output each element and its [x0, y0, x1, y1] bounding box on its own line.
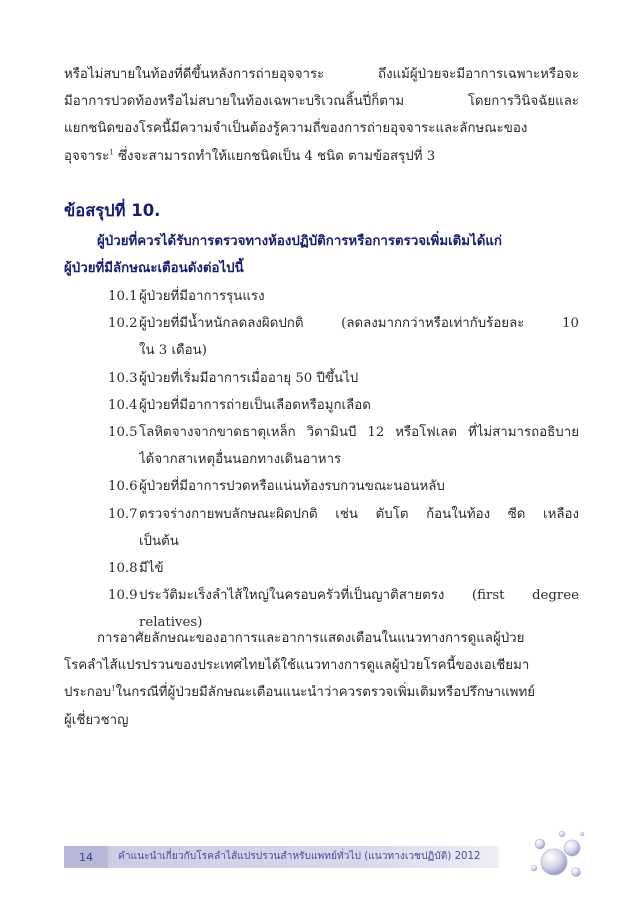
item-line: ตรวจร่างกายพบลักษณะผิดปกติ เช่น ตับโต ก้อนในท้อง ซีด เหลือง	[139, 506, 579, 522]
section-heading: ข้อสรุปที่ 10.	[64, 201, 161, 220]
list-item	[108, 419, 579, 473]
paragraph-text: ซึ่งจะสามารถทำให้แยกชนิดเป็น 4 ชนิด ตามข้อสรุปที่ 3	[113, 148, 436, 164]
item-number: 10.2	[108, 316, 138, 332]
item-text	[139, 283, 579, 310]
paragraph-line: หรือไม่สบายในท้องที่ดีขึ้นหลังการถ่ายอุจจาระ ถึงแม้ผู้ป่วยจะมีอาการเฉพาะหรือจะ	[64, 67, 579, 82]
intro-line: ผู้ป่วยที่ควรได้รับการตรวจทางห้องปฏิบัติการหรือการตรวจเพิ่มเติมได้แก่	[97, 234, 502, 249]
item-number: 10.3	[108, 370, 138, 386]
item-text	[139, 473, 579, 500]
paragraph-text: ประกอบ	[64, 685, 112, 701]
item-line: ประวัติมะเร็งลำไส้ใหญ่ในครอบครัวที่เป็นญาติสายตรง (first degree	[139, 588, 579, 604]
paragraph-line	[64, 679, 579, 706]
item-line: ใน 3 เดือน)	[139, 343, 207, 359]
item-number: 10.1	[108, 289, 138, 304]
intro-paragraph	[64, 61, 579, 170]
item-line: โลหิตจางจากขาดธาตุเหล็ก วิตามินบี 12 หรือโฟเลต ที่ไม่สามารถอธิบาย	[139, 425, 579, 441]
intro-line: ผู้ป่วยที่มีลักษณะเตือนดังต่อไปนี้	[64, 261, 244, 276]
item-number: 10.5	[108, 425, 138, 441]
warning-signs-list	[108, 283, 579, 637]
item-number: 10.6	[108, 479, 138, 495]
item-text	[139, 419, 579, 473]
item-number: 10.9	[108, 588, 138, 604]
item-line: ผู้ป่วยที่มีน้ำหนักลดลงผิดปกติ (ลดลงมากกว่าหรือเท่ากับร้อยละ 10	[139, 316, 579, 332]
paragraph-line: แยกชนิดของโรคนี้มีความจำเป็นต้องรู้ความถี่ของการถ่ายอุจจาระและลักษณะของ	[64, 121, 528, 137]
item-number: 10.4	[108, 397, 138, 413]
list-item	[108, 310, 579, 364]
item-text	[139, 555, 579, 582]
list-item	[108, 365, 579, 392]
closing-paragraph	[64, 625, 579, 734]
item-text	[139, 365, 579, 392]
paragraph-line	[64, 143, 579, 170]
paragraph-line: การอาศัยลักษณะของอาการและอาการแสดงเตือนในแนวทางการดูแลผู้ป่วย	[97, 631, 525, 646]
footer-title: คำแนะนำเกี่ยวกับโรคลำไส้แปรปรวนสำหรับแพทย์ทั่วไป (แนวทางเวชปฏิบัติ) 2012	[118, 851, 481, 862]
list-item	[108, 501, 579, 555]
item-text	[139, 310, 579, 364]
item-line: เป็นต้น	[139, 533, 179, 549]
paragraph-text: อุจจาระ	[64, 148, 110, 164]
recommendation-intro	[64, 228, 579, 282]
paragraph-text: ในกรณีที่ผู้ป่วยมีลักษณะเตือนแนะนำว่าควรตรวจเพิ่มเติมหรือปรึกษาแพทย์	[115, 685, 535, 701]
item-line: ผู้ป่วยที่เริ่มมีอาการเมื่ออายุ 50 ปีขึ้นไป	[139, 370, 359, 386]
page-number: 14	[64, 846, 108, 868]
citation-ref: 1	[109, 148, 114, 157]
item-text	[139, 501, 579, 555]
paragraph-line: ผู้เชี่ยวชาญ	[64, 712, 129, 728]
page-footer	[64, 846, 499, 868]
list-item	[108, 392, 579, 419]
item-number: 10.8	[108, 561, 138, 577]
item-line: ผู้ป่วยที่มีอาการปวดหรือแน่นท้องรบกวนขณะนอนหลับ	[139, 479, 445, 495]
list-item	[108, 473, 579, 500]
list-item	[108, 555, 579, 582]
item-text	[139, 392, 579, 419]
item-line: มีไข้	[139, 561, 164, 577]
list-item	[108, 283, 579, 310]
citation-ref: 1	[111, 684, 116, 693]
item-line: ผู้ป่วยที่มีอาการรุนแรง	[139, 289, 265, 304]
item-line: relatives)	[139, 615, 203, 631]
paragraph-line: มีอาการปวดท้องหรือไม่สบายในท้องเฉพาะบริเวณลิ้นปี่ก็ตาม โดยการวินิจฉัยและ	[64, 94, 579, 110]
item-line: ผู้ป่วยที่มีอาการถ่ายเป็นเลือดหรือมูกเลือด	[139, 397, 371, 413]
item-number: 10.7	[108, 506, 138, 522]
bubbles-decoration-icon	[520, 822, 590, 892]
paragraph-line: โรคลำไส้แปรปรวนของประเทศไทยได้ใช้แนวทางการดูแลผู้ป่วยโรคนี้ของเอเชียมา	[64, 658, 530, 674]
item-line: ได้จากสาเหตุอื่นนอกทางเดินอาหาร	[139, 452, 342, 468]
